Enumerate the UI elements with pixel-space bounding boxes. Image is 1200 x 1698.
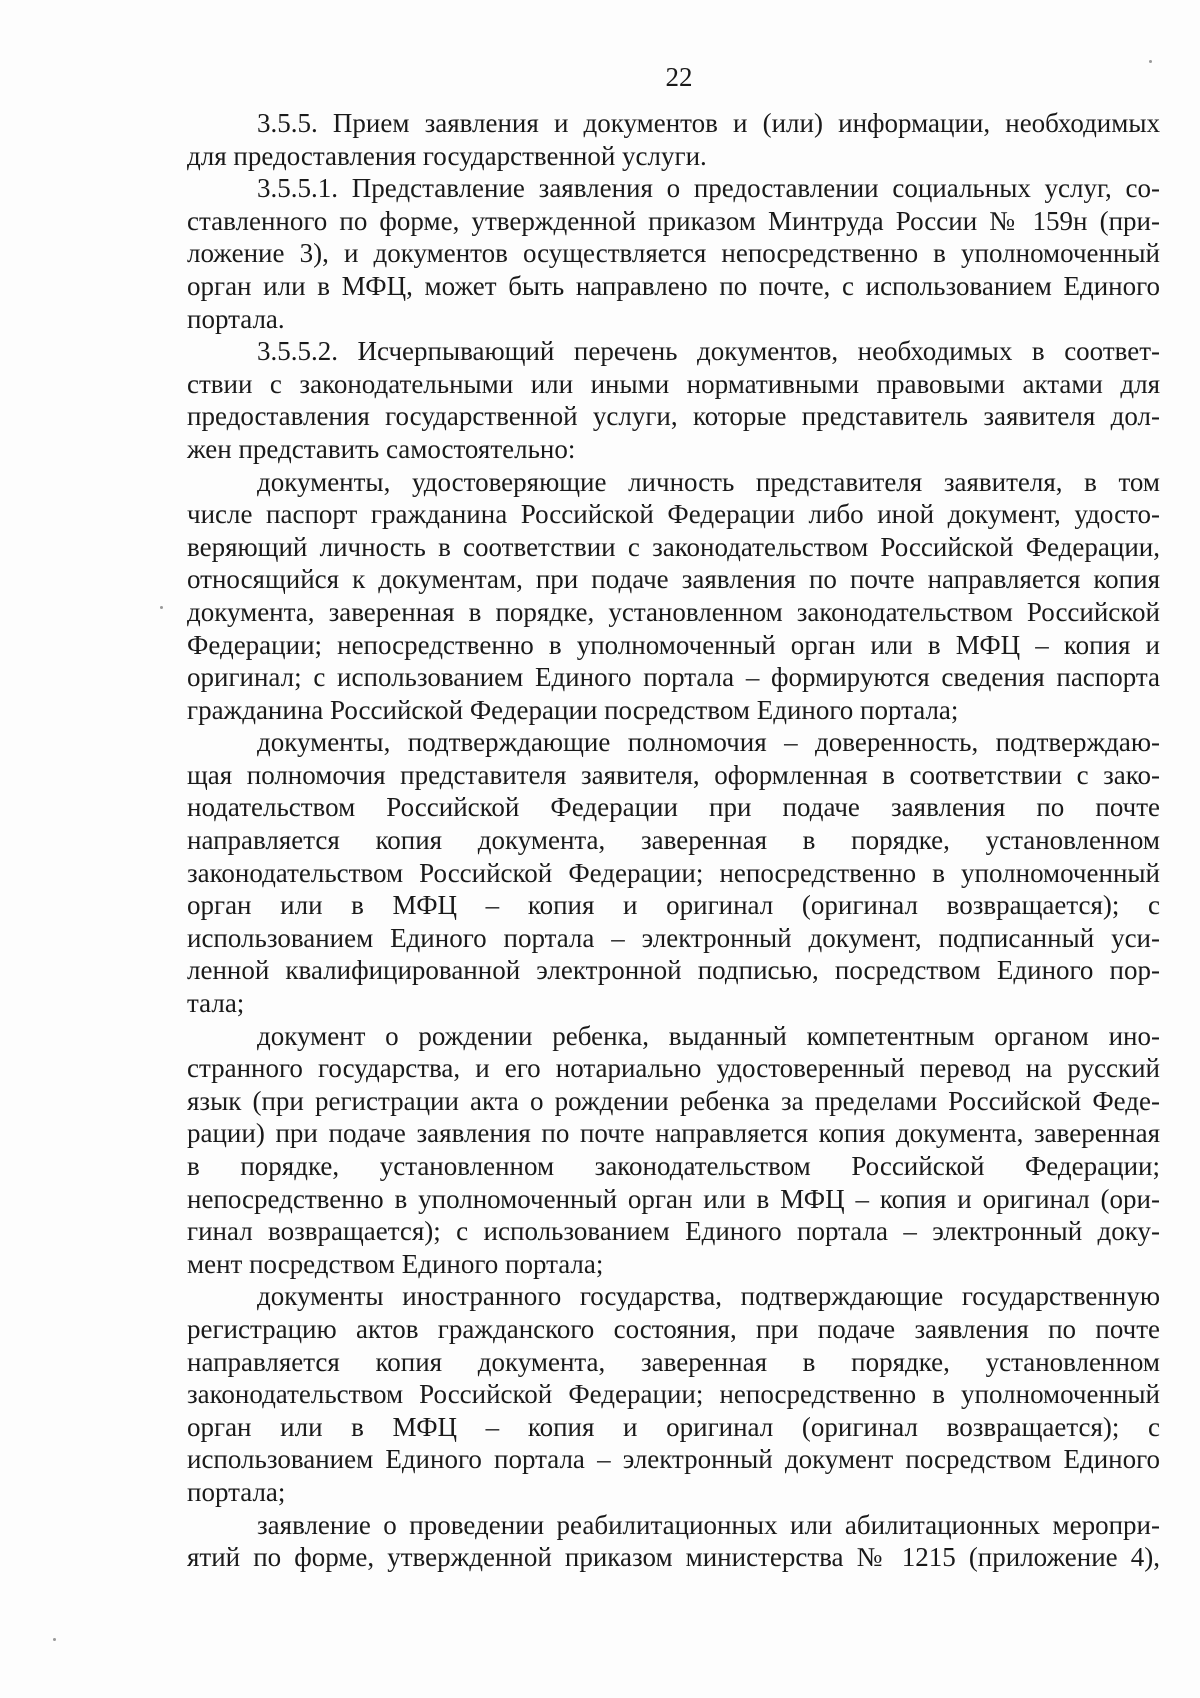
text-line: 3.5.5.2. Исчерпывающий перечень документов, необходимых в соответ- [257,336,1160,367]
text-line: щая полномочия представителя заявителя, оформленная в соответствии с зако- [187,759,1160,790]
text-line: заявление о проведении реабилитационных или абилитационных меропри- [257,1509,1160,1540]
paragraph [187,335,1160,465]
text-line: непосредственно в уполномоченный орган или в МФЦ – копия и оригинал (ори- [187,1183,1160,1214]
text-line: странного государства, и его нотариально удостоверенный перевод на русский [187,1053,1160,1084]
scan-speck [160,606,163,609]
text-line: ленной квалифицированной электронной подписью, посредством Единого пор- [187,955,1160,986]
text-line: законодательством Российской Федерации; непосредственно в уполномоченный [187,857,1160,888]
text-line: орган или в МФЦ, может быть направлено по почте, с использованием Единого [187,270,1160,301]
text-line: портала. [187,303,285,334]
text-line: ятий по форме, утвержденной приказом министерства № 1215 (приложение 4), [187,1542,1160,1573]
text-line: документы иностранного государства, подтверждающие государственную [257,1281,1160,1312]
text-line: рации) при подаче заявления по почте направляется копия документа, заверенная [187,1118,1160,1149]
text-line: документа, заверенная в порядке, установленном законодательством Российской [187,596,1160,627]
paragraph [187,1509,1160,1574]
scan-speck [1149,60,1152,63]
text-line: направляется копия документа, заверенная в порядке, установленном [187,1346,1160,1377]
text-line: нодательством Российской Федерации при подаче заявления по почте [187,792,1160,823]
text-line: предоставления государственной услуги, которые представитель заявителя дол- [187,401,1160,432]
text-line: регистрацию актов гражданского состояния, при подаче заявления по почте [187,1313,1160,1344]
paragraph [187,1020,1160,1281]
text-line: ложение 3), и документов осуществляется непосредственно в уполномоченный [187,238,1160,269]
text-line: законодательством Российской Федерации; непосредственно в уполномоченный [187,1379,1160,1410]
scan-speck [53,1638,56,1641]
text-line: 3.5.5. Прием заявления и документов и (или) информации, необходимых [257,108,1160,138]
text-line: относящийся к документам, при подаче заявления по почте направляется копия [187,564,1160,595]
text-line: документы, удостоверяющие личность представителя заявителя, в том [257,466,1160,497]
text-line: орган или в МФЦ – копия и оригинал (оригинал возвращается); с [187,890,1160,921]
text-line: ставленного по форме, утвержденной приказом Минтруда России № 159н (при- [187,205,1160,236]
text-line: жен представить самостоятельно: [187,433,576,464]
text-line: направляется копия документа, заверенная в порядке, установленном [187,825,1160,856]
text-line: числе паспорт гражданина Российской Федерации либо иной документ, удосто- [187,499,1160,530]
paragraph [187,172,1160,335]
text-line: веряющий личность в соответствии с законодательством Российской Федерации, [187,531,1160,562]
text-line: портала; [187,1476,286,1507]
text-line: документы, подтверждающие полномочия – доверенность, подтверждаю- [257,727,1160,758]
document-body [187,107,1160,1574]
text-line: Федерации; непосредственно в уполномоченный орган или в МФЦ – копия и [187,629,1160,660]
paragraph [187,107,1160,172]
paragraph [187,726,1160,1019]
text-line: гражданина Российской Федерации посредством Единого портала; [187,694,959,725]
text-line: документ о рождении ребенка, выданный компетентным органом ино- [257,1020,1160,1051]
page-number: 22 [665,62,693,92]
text-line: использованием Единого портала – электронный документ посредством Единого [187,1444,1160,1475]
text-line: мент посредством Единого портала; [187,1248,604,1279]
paragraph [187,1280,1160,1508]
text-line: язык (при регистрации акта о рождении ребенка за пределами Российской Феде- [187,1085,1160,1116]
paragraph [187,466,1160,727]
text-line: орган или в МФЦ – копия и оригинал (оригинал возвращается); с [187,1411,1160,1442]
text-line: ствии с законодательными или иными нормативными правовыми актами для [187,368,1160,399]
text-line: использованием Единого портала – электронный документ, подписанный уси- [187,922,1160,953]
text-line: для предоставления государственной услуги. [187,140,707,171]
text-line: тала; [187,988,245,1019]
text-line: оригинал; с использованием Единого портала – формируются сведения паспорта [187,662,1160,693]
text-line: в порядке, установленном законодательством Российской Федерации; [187,1151,1160,1181]
text-line: 3.5.5.1. Представление заявления о предоставлении социальных услуг, со- [257,173,1160,204]
text-line: гинал возвращается); с использованием Единого портала – электронный доку- [187,1216,1160,1247]
